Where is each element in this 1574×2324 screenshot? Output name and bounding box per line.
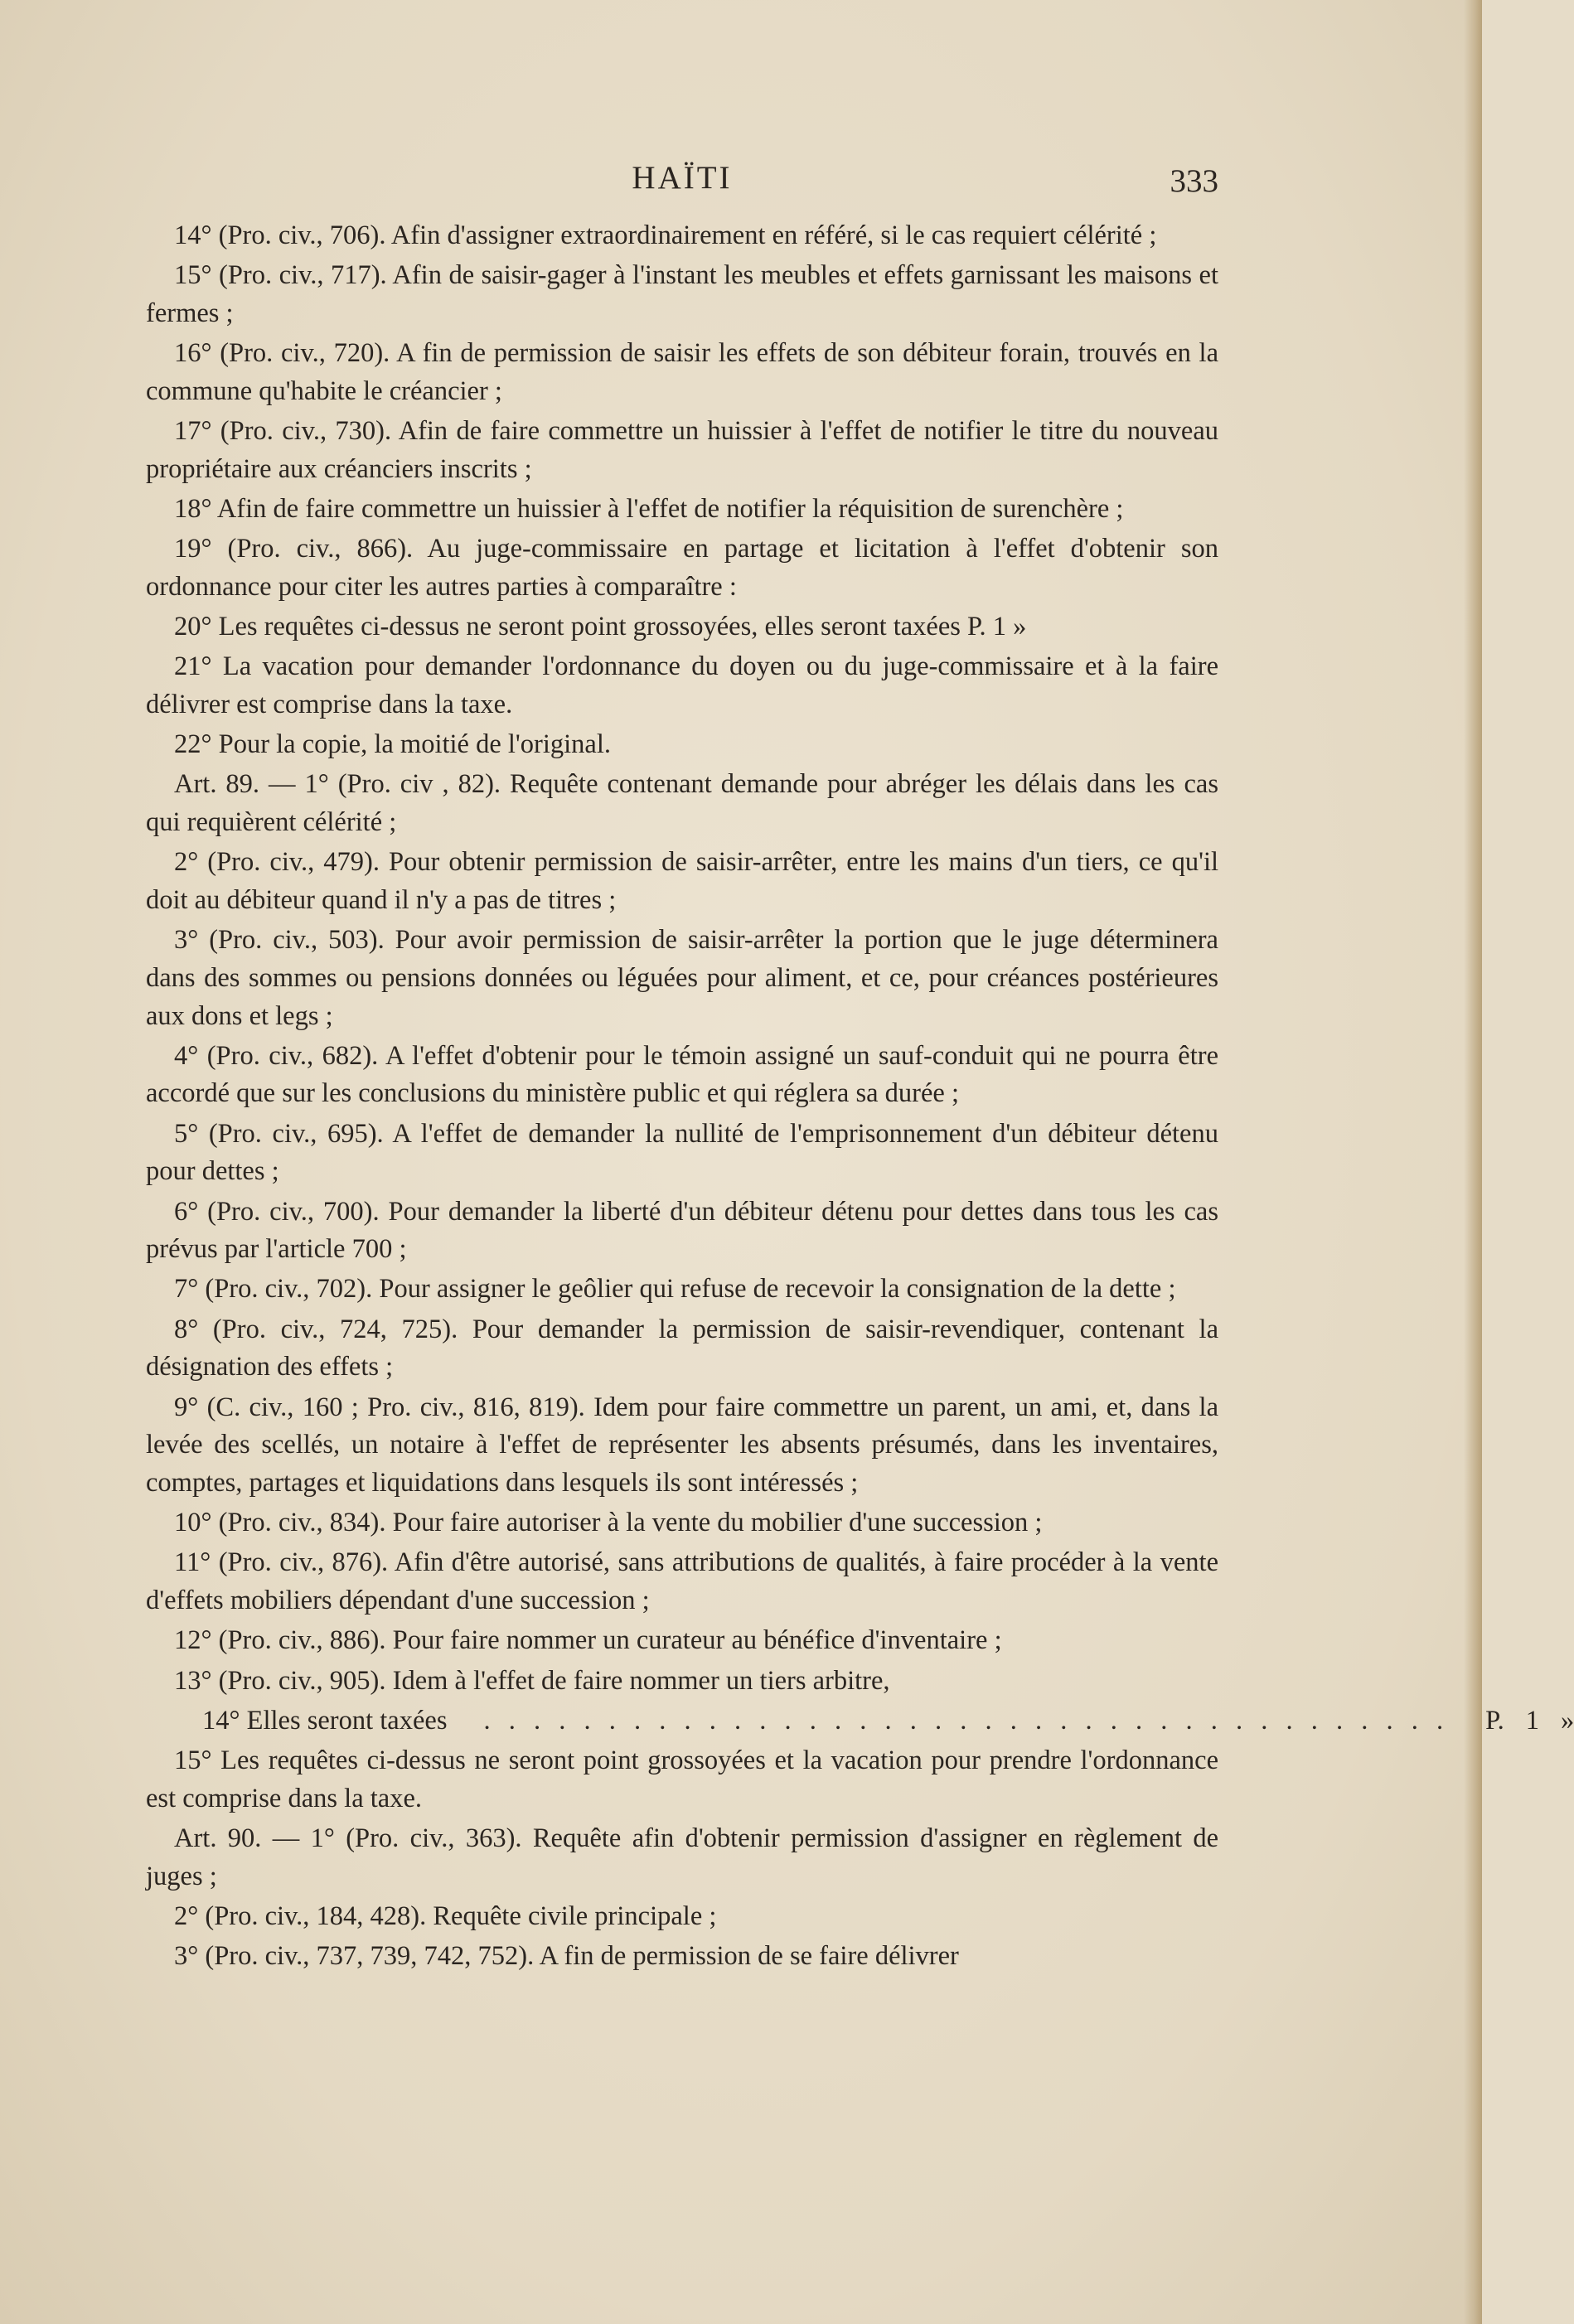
paragraph: 15° (Pro. civ., 717). Afin de saisir-gager à l'instant les meubles et effets garnissant les maisons et fermes ; — [146, 260, 1218, 328]
paragraph: 21° La vacation pour demander l'ordonnance du doyen ou du juge-commissaire et à la faire délivrer est comprise dans la taxe. — [146, 651, 1218, 719]
paragraph: 6° (Pro. civ., 700). Pour demander la liberté d'un débiteur détenu pour dettes dans tous les cas prévus par l'article 700 ; — [146, 1196, 1218, 1265]
running-title: HAÏTI — [632, 160, 733, 196]
paragraph: 22° Pour la copie, la moitié de l'original. — [174, 729, 611, 760]
paragraph: 14° (Pro. civ., 706). Afin d'assigner extraordinairement en référé, si le cas requiert célérité ; — [174, 220, 1157, 250]
leader-dots: . . . . . . . . . . . . . . . . . . . . . . . . . . . . . . . . . . . . . . . — [483, 1705, 1450, 1736]
paragraph: 16° (Pro. civ., 720). A fin de permission de saisir les effets de son débiteur forain, trouvés en la commune qu'habite le créancier ; — [146, 338, 1218, 406]
paragraph: 2° (Pro. civ., 479). Pour obtenir permission de saisir-arrêter, entre les mains d'un tiers, ce qu'il doit au débiteur quand il n'y a pas de titres ; — [146, 847, 1218, 915]
page-number: 333 — [1170, 163, 1218, 199]
paragraph: 10° (Pro. civ., 834). Pour faire autoriser à la vente du mobilier d'une succession ; — [174, 1508, 1043, 1538]
paragraph: 13° (Pro. civ., 905). Idem à l'effet de faire nommer un tiers arbitre, — [174, 1665, 890, 1696]
paragraph: 12° (Pro. civ., 886). Pour faire nommer un curateur au bénéfice d'inventaire ; — [174, 1625, 1002, 1656]
fee-amount — [1457, 1702, 1574, 1741]
page-header — [146, 159, 1218, 209]
paragraph: 20° Les requêtes ci-dessus ne seront point grossoyées, elles seront taxées P. 1 » — [174, 612, 1027, 642]
paragraph: 2° (Pro. civ., 184, 428). Requête civile principale ; — [174, 1900, 717, 1931]
body-text — [146, 217, 1574, 1978]
leader-label: 14° Elles seront taxées — [202, 1705, 448, 1736]
paragraph: Art. 90. — 1° (Pro. civ., 363). Requête afin d'obtenir permission d'assigner en règlement de juges ; — [146, 1823, 1218, 1891]
page-edge — [1464, 0, 1482, 2324]
paragraph: 19° (Pro. civ., 866). Au juge-commissaire en partage et licitation à l'effet d'obtenir son ordonnance pour citer les autres parties à comparaître : — [146, 534, 1218, 602]
paragraph: 8° (Pro. civ., 724, 725). Pour demander la permission de saisir-revendiquer, contenant la désignation des effets ; — [146, 1314, 1218, 1382]
paragraph: 5° (Pro. civ., 695). A l'effet de demander la nullité de l'emprisonnement d'un débiteur détenu pour dettes ; — [146, 1118, 1218, 1187]
fee-leader-line — [146, 1702, 1574, 1741]
paragraph: 15° Les requêtes ci-dessus ne seront point grossoyées et la vacation pour prendre l'ordonnance est comprise dans la taxe. — [146, 1745, 1218, 1813]
paragraph: 3° (Pro. civ., 737, 739, 742, 752). A fin de permission de se faire délivrer — [174, 1940, 959, 1971]
paragraph: 11° (Pro. civ., 876). Afin d'être autorisé, sans attributions de qualités, à faire procéder à la vente d'effets mobiliers dépendant d'une succession ; — [146, 1547, 1218, 1616]
paragraph: 3° (Pro. civ., 503). Pour avoir permission de saisir-arrêter la portion que le juge déterminera dans des sommes ou pensions données ou léguées pour aliment, et ce, pour créances postérieures aux dons et legs ; — [146, 925, 1218, 1031]
paragraph: 17° (Pro. civ., 730). Afin de faire commettre un huissier à l'effet de notifier le titre du nouveau propriétaire aux créanciers inscrits ; — [146, 416, 1218, 484]
paragraph: 4° (Pro. civ., 682). A l'effet d'obtenir pour le témoin assigné un sauf-conduit qui ne pourra être accordé que sur les conclusions du ministère public et qui réglera sa durée ; — [146, 1040, 1218, 1109]
paragraph: 18° Afin de faire commettre un huissier à l'effet de notifier la réquisition de surenchère ; — [174, 493, 1124, 524]
fee-prefix: P. — [1485, 1705, 1504, 1736]
paragraph: 9° (C. civ., 160 ; Pro. civ., 816, 819). Idem pour faire commettre un parent, un ami, et, dans la levée des scellés, un notaire à l'effet de représenter les absents présumés, dans les inventaires, comptes, partages et liquidations dans lesquels ils sont intéressés ; — [146, 1392, 1218, 1498]
paragraph: 7° (Pro. civ., 702). Pour assigner le geôlier qui refuse de recevoir la consignation de la dette ; — [174, 1274, 1176, 1305]
paragraph: Art. 89. — 1° (Pro. civ , 82). Requête contenant demande pour abréger les délais dans les cas qui requièrent célérité ; — [146, 769, 1218, 838]
fee-number: 1 — [1525, 1705, 1539, 1736]
fee-suffix: » — [1560, 1705, 1574, 1736]
